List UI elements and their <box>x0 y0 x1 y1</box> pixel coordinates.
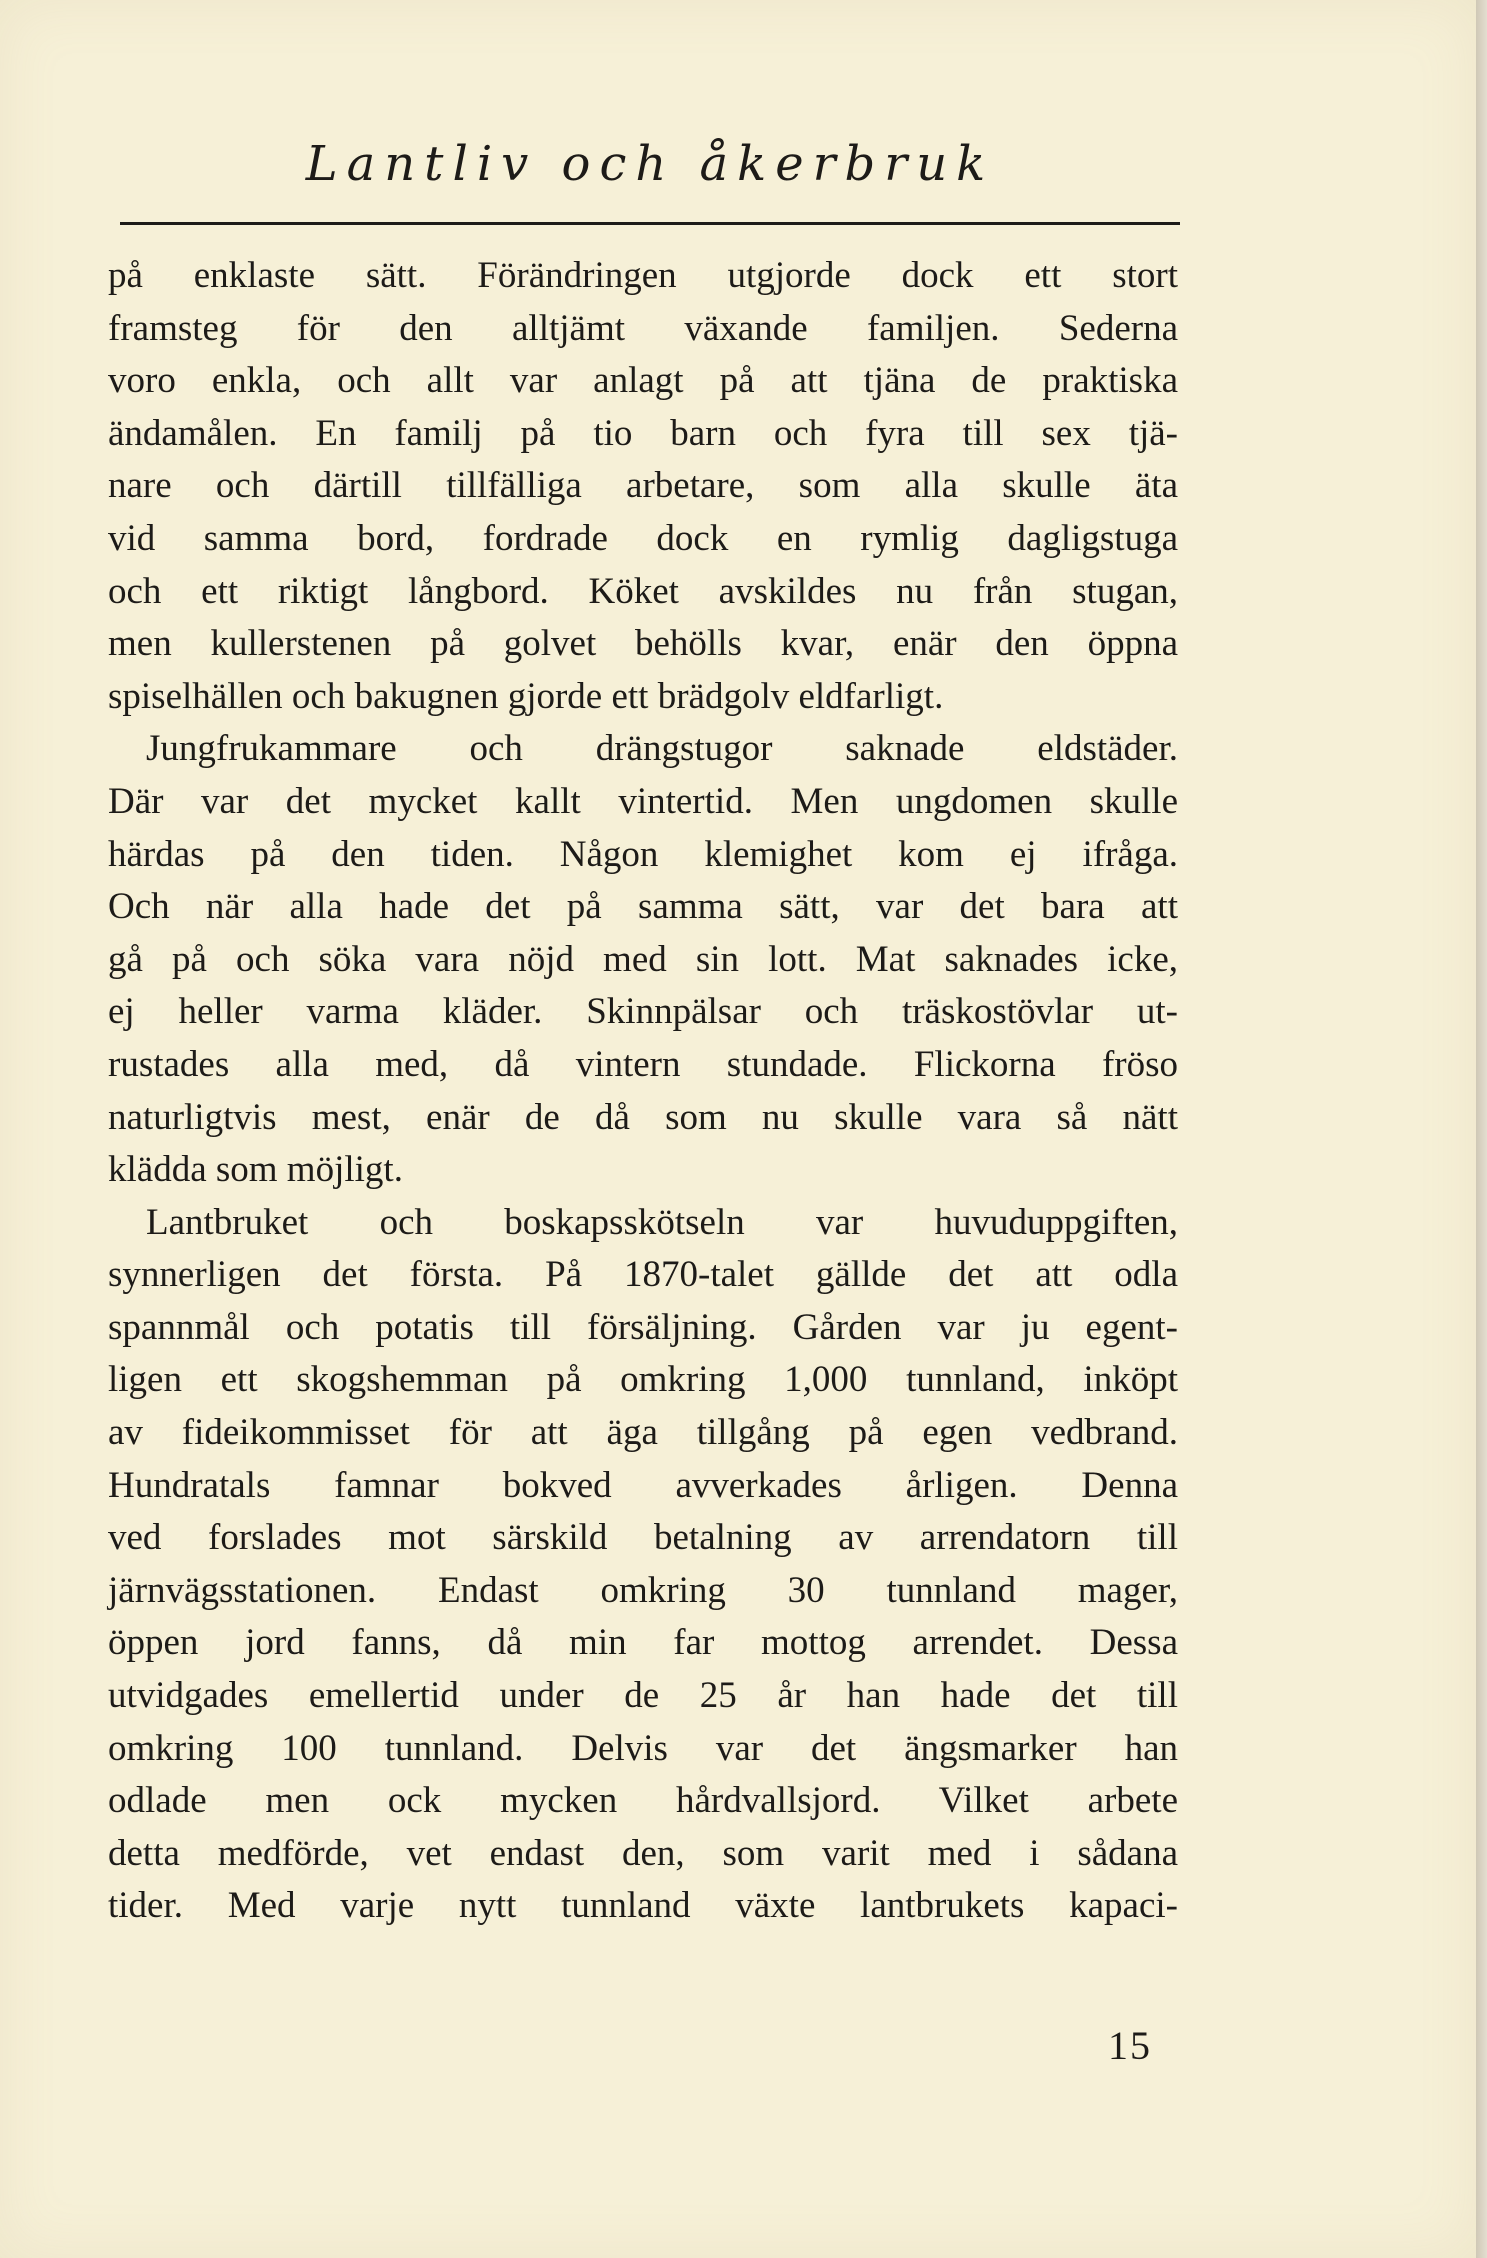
text-line: järnvägsstationen. Endast omkring 30 tunnland mager, <box>108 1569 1178 1611</box>
text-line: på enklaste sätt. Förändringen utgjorde dock ett stort <box>108 255 1178 296</box>
text-line: öppen jord fanns, då min far mottog arrendet. Dessa <box>108 1622 1178 1664</box>
text-line: nare och därtill tillfälliga arbetare, som alla skulle äta <box>108 465 1178 507</box>
text-line: spannmål och potatis till försäljning. Gården var ju egent- <box>108 1306 1178 1348</box>
text-line: ved forslades mot särskild betalning av arrendatorn till <box>108 1517 1178 1559</box>
text-line: ändamålen. En familj på tio barn och fyra till sex tjä- <box>108 412 1178 454</box>
text-line: Jungfrukammare och drängstugor saknade eldstäder. <box>146 728 1178 770</box>
page-number: 15 <box>1108 2023 1152 2068</box>
text-line: tider. Med varje nytt tunnland växte lantbrukets kapaci- <box>108 1885 1178 1927</box>
text-line: voro enkla, och allt var anlagt på att tjäna de praktiska <box>108 360 1178 402</box>
text-line: Lantbruket och boskapsskötseln var huvuduppgiften, <box>146 1201 1178 1243</box>
running-head: Lantliv och åkerbruk <box>305 136 995 192</box>
text-line: Där var det mycket kallt vintertid. Men ungdomen skulle <box>108 780 1178 822</box>
text-line: vid samma bord, fordrade dock en rymlig dagligstuga <box>108 517 1178 559</box>
text-line: ej heller varma kläder. Skinnpälsar och träskostövlar ut- <box>108 991 1178 1033</box>
text-line: rustades alla med, då vintern stundade. Flickorna fröso <box>108 1043 1178 1085</box>
text-line: av fideikommisset för att äga tillgång på egen vedbrand. <box>108 1412 1178 1454</box>
paragraph <box>108 723 1178 1196</box>
text-line: spiselhällen och bakugnen gjorde ett brädgolv eldfarligt. <box>108 675 944 717</box>
page-edge <box>1476 0 1487 2258</box>
text-line: synnerligen det första. På 1870-talet gällde det att odla <box>108 1254 1178 1296</box>
text-line: härdas på den tiden. Någon klemighet kom ej ifråga. <box>108 833 1178 875</box>
text-line: omkring 100 tunnland. Delvis var det ängsmarker han <box>108 1727 1178 1769</box>
text-line: klädda som möjligt. <box>108 1149 403 1191</box>
text-line: men kullerstenen på golvet behölls kvar, enär den öppna <box>108 623 1178 665</box>
paragraph <box>108 1197 1178 1933</box>
text-line: Hundratals famnar bokved avverkades årligen. Denna <box>108 1464 1178 1506</box>
header-rule <box>120 222 1180 225</box>
text-line: och ett riktigt långbord. Köket avskildes nu från stugan, <box>108 570 1178 612</box>
text-line: ligen ett skogshemman på omkring 1,000 tunnland, inköpt <box>108 1359 1178 1401</box>
text-line: gå på och söka vara nöjd med sin lott. Mat saknades icke, <box>108 938 1178 980</box>
paragraph <box>108 250 1178 723</box>
text-line: framsteg för den alltjämt växande familjen. Sederna <box>108 307 1178 349</box>
text-line: utvidgades emellertid under de 25 år han hade det till <box>108 1675 1178 1717</box>
text-line: detta medförde, vet endast den, som varit med i sådana <box>108 1832 1178 1874</box>
text-line: odlade men ock mycken hårdvallsjord. Vilket arbete <box>108 1780 1178 1822</box>
text-line: naturligtvis mest, enär de då som nu skulle vara så nätt <box>108 1096 1178 1138</box>
text-line: Och när alla hade det på samma sätt, var det bara att <box>108 886 1178 928</box>
body-text <box>108 250 1178 1933</box>
